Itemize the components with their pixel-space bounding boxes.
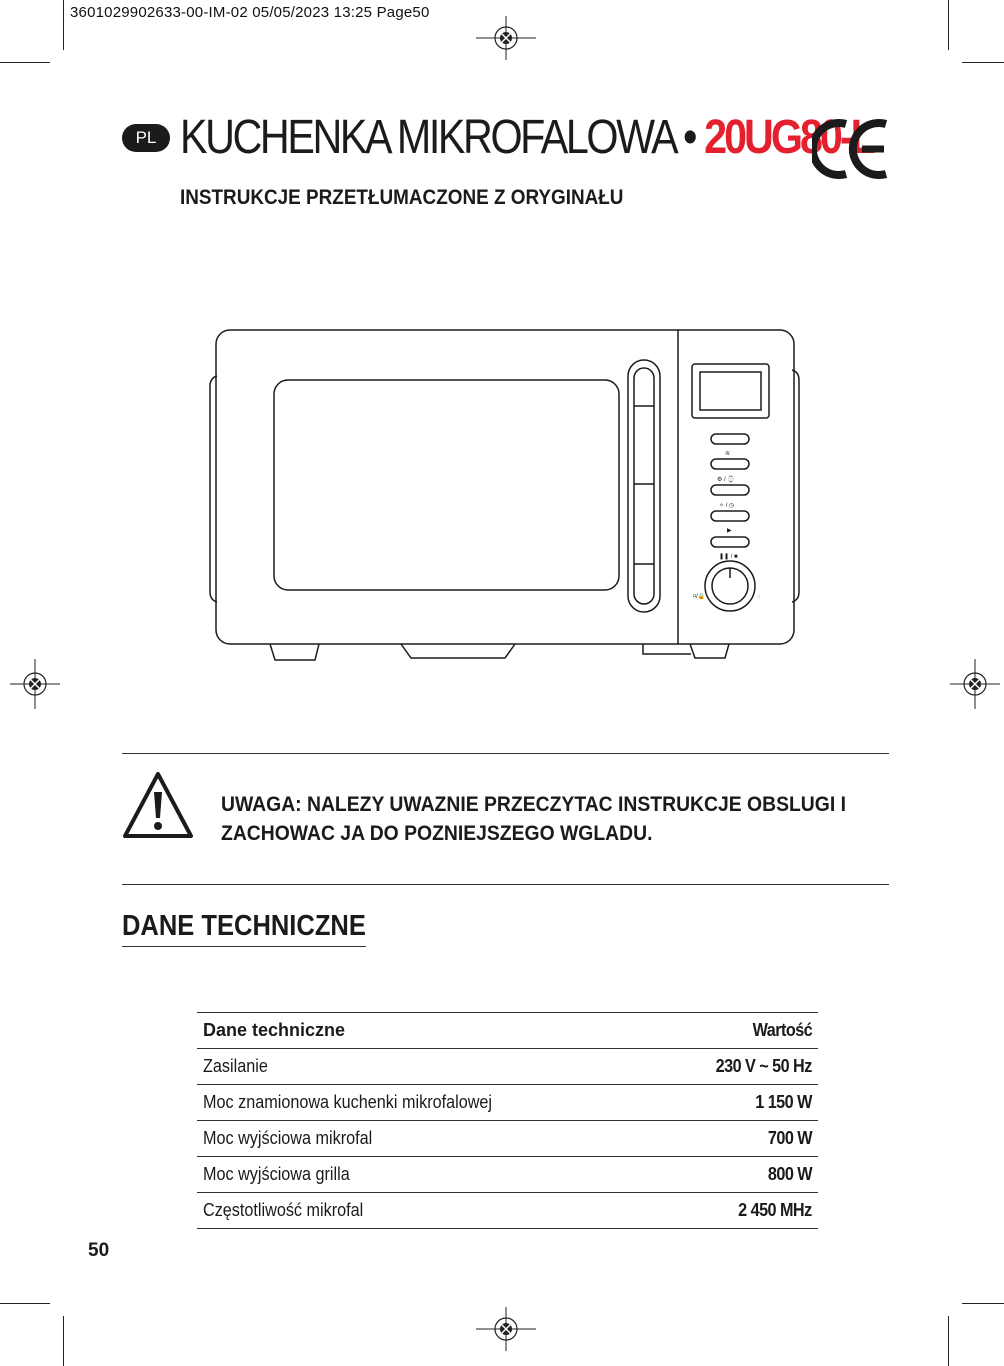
warning-line-2: ZACHOWAC JA DO POZNIEJSZEGO WGLADU. — [221, 821, 653, 845]
table-cell-value: 2 450 MHz — [655, 1193, 818, 1229]
svg-text:▶: ▶ — [727, 528, 732, 534]
table-header-row — [197, 1013, 818, 1049]
svg-text:⚙ / ⌚: ⚙ / ⌚ — [717, 477, 735, 483]
table-cell-value: 700 W — [655, 1121, 818, 1157]
product-name: KUCHENKA MIKROFALOWA — [180, 111, 674, 164]
divider — [122, 753, 889, 754]
table-header: Dane techniczne — [197, 1013, 655, 1049]
table-cell-value: 230 V ~ 50 Hz — [655, 1049, 818, 1085]
crop-mark — [63, 0, 64, 50]
crop-mark — [962, 62, 1004, 63]
table-cell-label: Moc wyjściowa grilla — [197, 1157, 655, 1193]
crop-mark — [948, 0, 949, 50]
table-row — [197, 1085, 818, 1121]
svg-text:⌑/🔒: ⌑/🔒 — [693, 594, 706, 600]
crop-mark — [948, 1316, 949, 1366]
svg-text:✧ / ◷: ✧ / ◷ — [719, 503, 735, 509]
warning-triangle-icon — [122, 768, 194, 840]
microwave-illustration — [205, 322, 805, 667]
registration-mark-right — [950, 654, 1000, 714]
print-header: 3601029902633-00-IM-02 05/05/2023 13:25 Page50 — [70, 4, 430, 21]
ce-mark-icon — [812, 118, 892, 180]
warning-line-1: UWAGA: NALEZY UWAZNIE PRZECZYTAC INSTRUKCJE OBSLUGI I — [221, 792, 846, 816]
registration-mark-left — [10, 654, 60, 714]
table-cell-label: Częstotliwość mikrofal — [197, 1193, 655, 1229]
table-row — [197, 1121, 818, 1157]
page-title — [180, 110, 873, 165]
language-badge: PL — [122, 124, 170, 152]
divider — [122, 884, 889, 885]
title-separator: • — [683, 111, 696, 164]
svg-text:≋: ≋ — [725, 451, 731, 457]
warning-text — [221, 790, 887, 848]
crop-mark — [0, 62, 50, 63]
table-cell-value: 1 150 W — [655, 1085, 818, 1121]
table-cell-label: Moc wyjściowa mikrofal — [197, 1121, 655, 1157]
model-number: 20UG80-L — [704, 111, 873, 164]
svg-text:❚❚ / ■: ❚❚ / ■ — [719, 554, 738, 560]
table-row — [197, 1049, 818, 1085]
specifications-table — [197, 1012, 818, 1229]
table-header: Wartość — [655, 1013, 818, 1049]
registration-mark-top — [476, 8, 536, 68]
table-cell-label: Zasilanie — [197, 1049, 655, 1085]
registration-mark-bottom — [476, 1299, 536, 1359]
table-row — [197, 1157, 818, 1193]
subtitle: INSTRUKCJE PRZETŁUMACZONE Z ORYGINAŁU — [180, 186, 624, 209]
crop-mark — [962, 1303, 1004, 1304]
page-number: 50 — [88, 1240, 110, 1261]
svg-text:◌: ◌ — [757, 594, 761, 600]
crop-mark — [0, 1303, 50, 1304]
table-row — [197, 1193, 818, 1229]
section-title: DANE TECHNICZNE — [122, 910, 366, 947]
table-cell-value: 800 W — [655, 1157, 818, 1193]
table-cell-label: Moc znamionowa kuchenki mikrofalowej — [197, 1085, 655, 1121]
crop-mark — [63, 1316, 64, 1366]
